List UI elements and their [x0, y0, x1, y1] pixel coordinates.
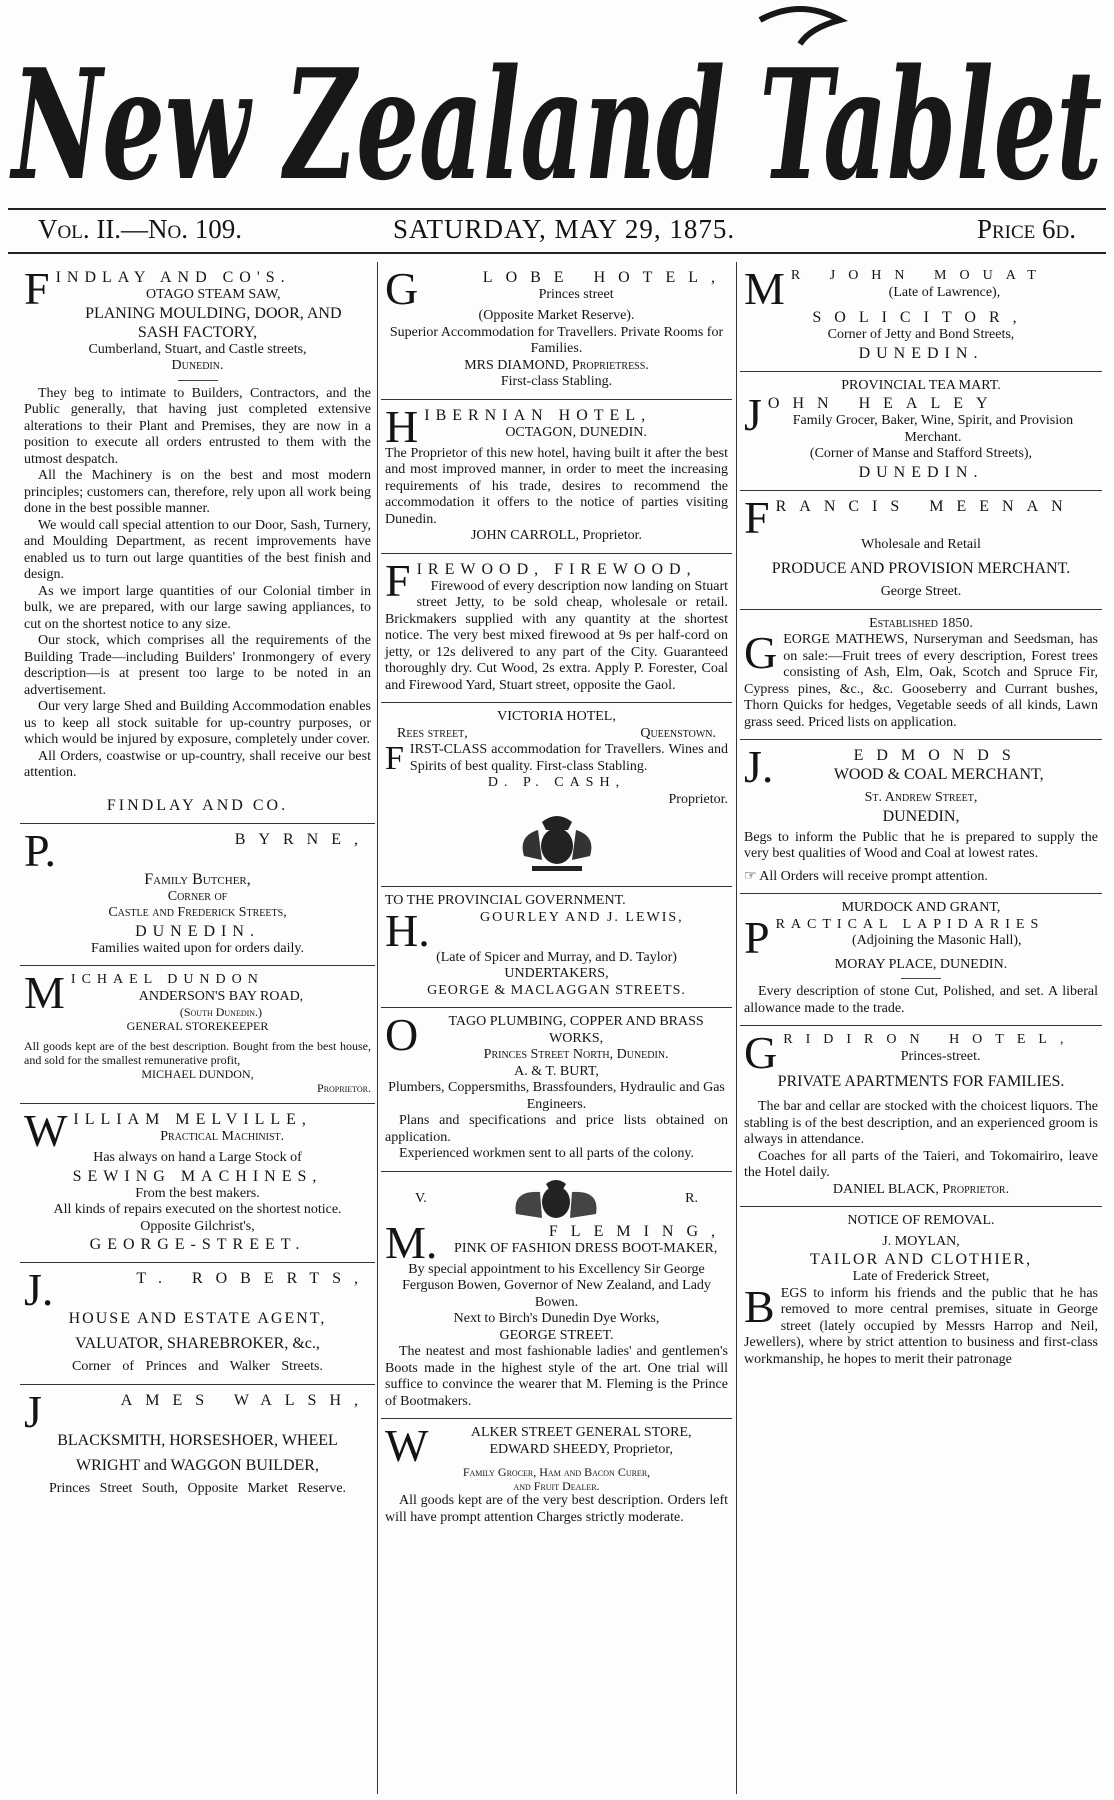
ad-globe	[381, 262, 732, 400]
ad-title: IREWOOD, FIREWOOD,	[416, 560, 697, 578]
ad-body: Begs to inform the Public that he is prepared to supply the very best qualities of Wood and Coal at lowest rates.	[744, 829, 1098, 861]
ad-signature: D. P. CASH,	[487, 775, 626, 790]
masthead-blackletter-logo	[0, 0, 1114, 210]
column-2	[381, 262, 732, 1792]
ad-line: UNDERTAKERS,	[504, 966, 609, 981]
ad-heading: Established 1850.	[869, 615, 973, 631]
ad-title: RACTICAL LAPIDARIES	[775, 916, 1045, 932]
ad-line: J. MOYLAN,	[882, 1233, 960, 1249]
ad-line: HOUSE AND ESTATE AGENT,	[68, 1310, 327, 1327]
royal-coat-of-arms-icon	[512, 812, 602, 874]
ad-title: OHN HEALEY	[767, 395, 1001, 412]
ad-line: EDWARD SHEEDY, Proprietor,	[489, 1441, 673, 1457]
ad-body: IRST-CLASS accommodation for Travellers. Wines and Spirits of best quality. First-class Stabling.	[409, 742, 728, 774]
ad-line: Corner of	[167, 888, 228, 904]
ad-healey	[740, 372, 1102, 491]
ad-title: T. ROBERTS,	[136, 1270, 371, 1287]
ad-line: SASH FACTORY,	[137, 323, 258, 341]
drop-cap: J.	[744, 741, 774, 792]
ad-title: EDMONDS	[853, 747, 1024, 764]
ad-line: WOOD & COAL MERCHANT,	[833, 766, 1044, 783]
dateline-rule	[8, 252, 1106, 254]
ad-edmonds	[740, 740, 1102, 894]
ad-murdock	[740, 894, 1102, 1026]
ad-body: The Proprietor of this new hotel, having built it after the best and most improved manner, in order to meet the increasing requirements of his trade, desires to recommend the accommodation it offers to the notice of parties visiting Dunedin.	[385, 445, 728, 527]
short-rule	[901, 978, 941, 979]
ad-gridiron	[740, 1026, 1102, 1207]
ad-line: PRIVATE APARTMENTS FOR FAMILIES.	[777, 1073, 1065, 1090]
ad-line: Corner of Princes and Walker Streets.	[72, 1359, 323, 1374]
drop-cap: J.	[24, 1264, 54, 1315]
ad-line: (Corner of Manse and Stafford Streets),	[809, 446, 1033, 461]
drop-cap: M	[24, 967, 65, 1018]
ad-title: ICHAEL DUNDON	[70, 972, 264, 987]
ad-walker	[381, 1419, 732, 1534]
ad-line: TAILOR AND CLOTHIER,	[809, 1251, 1033, 1268]
ad-signature: FINDLAY AND CO.	[106, 796, 289, 814]
warrant-letter-v: V.	[415, 1191, 427, 1207]
ad-fleming	[381, 1172, 732, 1420]
ad-address-row	[385, 726, 728, 743]
ad-line: GEORGE & MACLAGGAN STREETS.	[427, 982, 686, 998]
ad-line: MORAY PLACE, DUNEDIN.	[834, 956, 1008, 972]
ad-line: OTAGO STEAM SAW,	[146, 287, 281, 302]
ad-melville	[20, 1104, 375, 1263]
ad-line: PRODUCE AND PROVISION MERCHANT.	[771, 560, 1071, 577]
ad-meenan	[740, 491, 1102, 610]
drop-cap: H.	[385, 904, 430, 956]
ad-line: Family Grocer, Ham and Bacon Curer,	[462, 1465, 651, 1479]
short-rule	[178, 380, 218, 381]
ad-line: Cumberland, Stuart, and Castle streets,	[88, 341, 307, 357]
drop-cap: B	[744, 1280, 775, 1332]
ad-paragraph: Coaches for all parts of the Taieri, and Tokomairiro, leave the Hotel daily.	[744, 1148, 1098, 1180]
ad-byrne	[20, 824, 375, 967]
ad-line: VALUATOR, SHAREBROKER, &c.,	[75, 1335, 320, 1352]
ad-body: All goods kept are of the best description. Bought from the best house, and sold for the smallest remunerative profit,	[24, 1039, 371, 1067]
ad-title: ALKER STREET GENERAL STORE,	[470, 1425, 692, 1440]
ad-town: Queenstown.	[640, 725, 716, 741]
ad-title: INDLAY AND CO'S.	[55, 269, 291, 286]
drop-cap: W	[385, 1420, 429, 1471]
ad-line: (Opposite Market Reserve).	[478, 308, 635, 323]
ad-moylan	[740, 1207, 1102, 1376]
drop-cap: P.	[24, 824, 56, 876]
ad-paragraph: We would call special attention to our Door, Sash, Turnery, and Moulding Department, as recent improvements have enabled us to turn out large quantities of the best finish and design.	[24, 517, 371, 582]
drop-cap: H	[385, 400, 419, 452]
ad-line: OCTAGON, DUNEDIN.	[505, 424, 647, 440]
drop-cap: F	[744, 491, 770, 543]
drop-cap: G	[744, 627, 778, 678]
ad-line: GEORGE STREET.	[499, 1327, 614, 1343]
ad-line: GENERAL STOREKEEPER	[126, 1019, 269, 1033]
ad-body: Firewood of every description now landing on Stuart street Jetty, to be sold cheap, wholesale or retail. Brickmakers supplied with any quantity at the shortest notice. The very best mixed firewood at 9s per half-cord on jetty, or 12s delivered to any part of the City. Guaranteed thoroughly dry. Cut Wood, 2s extra. Apply P. Forester, Coal and Firewood Yard, Stuart street, opposite the Gaol.	[385, 578, 728, 693]
ad-line: By special appointment to his Excellency Sir George Ferguson Bowen, Governor of New Zealand, and Lady Bowen.	[402, 1261, 711, 1310]
ad-body: Every description of stone Cut, Polished, and set. A liberal allowance made to the trade.	[744, 984, 1098, 1016]
ad-walsh	[20, 1385, 375, 1506]
ad-street: Rees street,	[397, 725, 468, 741]
ad-title: VICTORIA HOTEL,	[497, 709, 616, 724]
ad-signature-title: Proprietor.	[668, 791, 728, 807]
ad-line: Family Grocer, Baker, Wine, Spirit, and Provision Merchant.	[792, 413, 1074, 445]
ad-body: The neatest and most fashionable ladies' and gentlemen's Boots made in the highest style of the art. One trial will suffice to convince the wearer that M. Fleming is the Prince of Bootmakers.	[385, 1344, 728, 1409]
ad-mathews	[740, 610, 1102, 741]
ad-signature-title: Proprietor.	[317, 1081, 371, 1095]
ad-findlay	[20, 262, 375, 824]
ad-line: Superior Accommodation for Travellers. Private Rooms for Families.	[389, 324, 724, 356]
drop-cap: J	[24, 1385, 42, 1437]
pointing-hand-icon: ☞	[744, 868, 757, 884]
ad-title: FLEMING,	[548, 1222, 728, 1240]
ad-line: Princes-street.	[900, 1048, 981, 1064]
ad-note-text: All Orders will receive prompt attention.	[759, 868, 988, 884]
masthead-title: New Zealand Tablet	[8, 35, 1102, 210]
drop-cap: G	[744, 1027, 778, 1078]
ad-body: EGS to inform his friends and the public that he has removed to more central premises, situate in George street (lately occupied by Messrs Harrop and Neil, Jewellers), where by strict attention to business and first-class workmanship, he hopes to merit their patronage	[744, 1285, 1098, 1367]
ad-gourley	[381, 887, 732, 1008]
ad-line: SEWING MACHINES,	[72, 1167, 323, 1185]
ad-paragraph: All the Machinery is on the best and most modern principles; customers can, therefore, rely upon all work being done in the best possible manner.	[24, 468, 371, 516]
ad-line: GEORGE-STREET.	[89, 1236, 306, 1253]
ad-paragraph: Plans and specifications and price lists obtained on application.	[385, 1113, 728, 1145]
drop-cap: F	[385, 740, 404, 777]
ad-line: Wholesale and Retail	[861, 536, 981, 552]
ad-mouat	[740, 262, 1102, 372]
ad-line: (Late of Lawrence),	[888, 284, 1001, 300]
ad-signature: JOHN CARROLL, Proprietor.	[470, 528, 643, 543]
ad-title: BYRNE,	[234, 830, 371, 848]
ad-line: St. Andrew Street,	[864, 790, 978, 805]
ad-title: ILLIAM MELVILLE,	[73, 1111, 312, 1128]
issue-price: Price 6d.	[976, 214, 1076, 244]
ad-heading: MURDOCK AND GRANT,	[841, 900, 1001, 915]
ad-line: DUNEDIN.	[858, 344, 984, 362]
ad-line: (South Dunedin.)	[179, 1005, 263, 1019]
ad-line: George Street.	[880, 584, 962, 599]
ad-line: BLACKSMITH, HORSESHOER, WHEEL	[57, 1431, 338, 1449]
ad-line: DUNEDIN.	[135, 922, 260, 940]
ad-line: DUNEDIN,	[882, 807, 960, 825]
ad-paragraph: As we import large quantities of our Colonial timber in bulk, we are prepared, with our large sawing appliances, to cut on the shortest notice to any size.	[24, 583, 371, 632]
ad-paragraph: The bar and cellar are stocked with the choicest liquors. The stabling is of the best description, and an experienced groom is always in attendance.	[744, 1099, 1098, 1147]
ad-title: GOURLEY AND J. LEWIS,	[480, 909, 684, 925]
ad-line: DUNEDIN.	[858, 463, 984, 481]
ad-line: Practical Machinist.	[160, 1129, 285, 1144]
ad-line: and Fruit Dealer.	[513, 1479, 600, 1493]
ad-line: Princes street	[538, 287, 614, 302]
ad-line: Late of Frederick Street,	[852, 1269, 990, 1284]
ad-plumbing	[381, 1008, 732, 1172]
ad-signature: DANIEL BLACK, Proprietor.	[832, 1181, 1010, 1197]
ad-title: RANCIS MEENAN	[775, 497, 1076, 515]
ad-line: Has always on hand a Large Stock of	[93, 1150, 302, 1165]
ad-heading: PROVINCIAL TEA MART.	[841, 377, 1001, 393]
ad-line: Family Butcher,	[144, 870, 251, 888]
ad-paragraph: Our stock, which comprises all the requirements of the Building Trade—including Builders' Ironmongery of every description—is at present too large to be noted in an advertisement.	[24, 633, 371, 698]
ad-title: AMES WALSH,	[120, 1391, 371, 1409]
drop-cap: P	[744, 911, 770, 963]
ad-line: (Adjoining the Masonic Hall),	[852, 933, 1022, 948]
ad-line: SOLICITOR,	[812, 309, 1030, 326]
ad-line: From the best makers.	[135, 1185, 260, 1201]
ad-line: All kinds of repairs executed on the shortest notice.	[53, 1202, 342, 1217]
ad-title: IBERNIAN HOTEL,	[424, 406, 652, 424]
drop-cap: O	[385, 1009, 419, 1060]
ad-line: Princes Street South, Opposite Market Reserve.	[48, 1480, 347, 1496]
drop-cap: G	[385, 263, 419, 314]
ad-line: A. & T. BURT,	[514, 1063, 599, 1079]
ad-title: R JOHN MOUAT	[790, 268, 1049, 283]
column-divider-2	[736, 262, 737, 1794]
ad-paragraph: They beg to intimate to Builders, Contractors, and the Public generally, that having just completed extensive alterations to their Plant and Premises, they are now in a position to execute all orders entrusted to them with the utmost despatch.	[24, 385, 371, 467]
drop-cap: M.	[385, 1216, 438, 1268]
dateline	[8, 214, 1106, 250]
ad-dundon	[20, 966, 375, 1104]
ad-title: RIDIRON HOTEL,	[783, 1032, 1077, 1047]
royal-arms-icon	[496, 1178, 616, 1222]
ad-note	[744, 869, 1098, 886]
top-rule	[8, 208, 1106, 210]
ad-victoria	[381, 703, 732, 887]
ad-body: All goods kept are of the very best description. Orders left will have prompt attention Charges strictly moderate.	[385, 1493, 728, 1525]
ad-line: Plumbers, Coppersmiths, Brassfounders, Hydraulic and Gas Engineers.	[388, 1080, 725, 1112]
drop-cap: J	[744, 389, 762, 440]
column-3	[740, 262, 1102, 1792]
masthead	[0, 0, 1114, 210]
ad-paragraph: All Orders, coastwise or up-country, shall receive our best attention.	[24, 748, 371, 780]
ad-line: PLANING MOULDING, DOOR, AND	[85, 304, 342, 322]
drop-cap: W	[24, 1105, 68, 1156]
ad-line: Princes Street North, Dunedin.	[483, 1047, 669, 1062]
ad-line: Corner of Jetty and Bond Streets,	[827, 327, 1015, 342]
ad-signature: MICHAEL DUNDON,	[141, 1067, 254, 1081]
ad-title: TAGO PLUMBING, COPPER AND BRASS WORKS,	[448, 1014, 704, 1046]
ad-roberts	[20, 1263, 375, 1385]
ad-line: Opposite Gilchrist's,	[140, 1218, 255, 1234]
ad-line: WRIGHT and WAGGON BUILDER,	[76, 1456, 319, 1474]
issue-date: SATURDAY, MAY 29, 1875.	[393, 214, 736, 244]
drop-cap: M	[744, 263, 785, 314]
ad-title: LOBE HOTEL,	[482, 269, 728, 286]
column-divider-1	[377, 262, 378, 1794]
ad-line: First-class Stabling.	[500, 374, 613, 389]
ad-paragraph: Our very large Shed and Building Accommodation enables us to keep all stock suitable for up-country purposes, or which would be injured by exposure, completely under cover.	[24, 699, 371, 747]
ad-line: Families waited upon for orders daily.	[91, 940, 304, 956]
ad-line: Next to Birch's Dunedin Dye Works,	[453, 1311, 660, 1326]
ad-line: (Late of Spicer and Murray, and D. Taylor)	[436, 949, 677, 965]
ad-line: Castle and Frederick Streets,	[108, 905, 287, 920]
volume-number: Vol. II.—No. 109.	[38, 214, 243, 244]
royal-warrant-row	[385, 1178, 728, 1222]
ad-heading: NOTICE OF REMOVAL.	[847, 1213, 995, 1228]
ad-heading: TO THE PROVINCIAL GOVERNMENT.	[385, 893, 626, 908]
ad-line: ANDERSON'S BAY ROAD,	[138, 988, 304, 1004]
ad-paragraph: Experienced workmen sent to all parts of the colony.	[399, 1146, 694, 1161]
drop-cap: F	[24, 263, 50, 314]
ad-line: Dunedin.	[171, 358, 224, 373]
ad-body: EORGE MATHEWS, Nurseryman and Seedsman, has on sale:—Fruit trees of every description, Forest trees consisting of Ash, Elm, Oak, Scotch and Spruce Fir, Cypress pines, &c., &c. Gooseberry and Currant bushes, Thorn Quicks for hedges, Vegetable seeds of all kinds, Lawn grass seed. Priced lists on application.	[744, 632, 1098, 730]
drop-cap: F	[385, 554, 411, 606]
ad-line: PINK OF FASHION DRESS BOOT-MAKER,	[454, 1240, 718, 1256]
column-1	[20, 262, 375, 1792]
ad-line: MRS DIAMOND, Proprietress.	[464, 357, 649, 373]
warrant-letter-r: R.	[685, 1191, 698, 1207]
ad-firewood	[381, 554, 732, 704]
ad-hibernian	[381, 400, 732, 554]
